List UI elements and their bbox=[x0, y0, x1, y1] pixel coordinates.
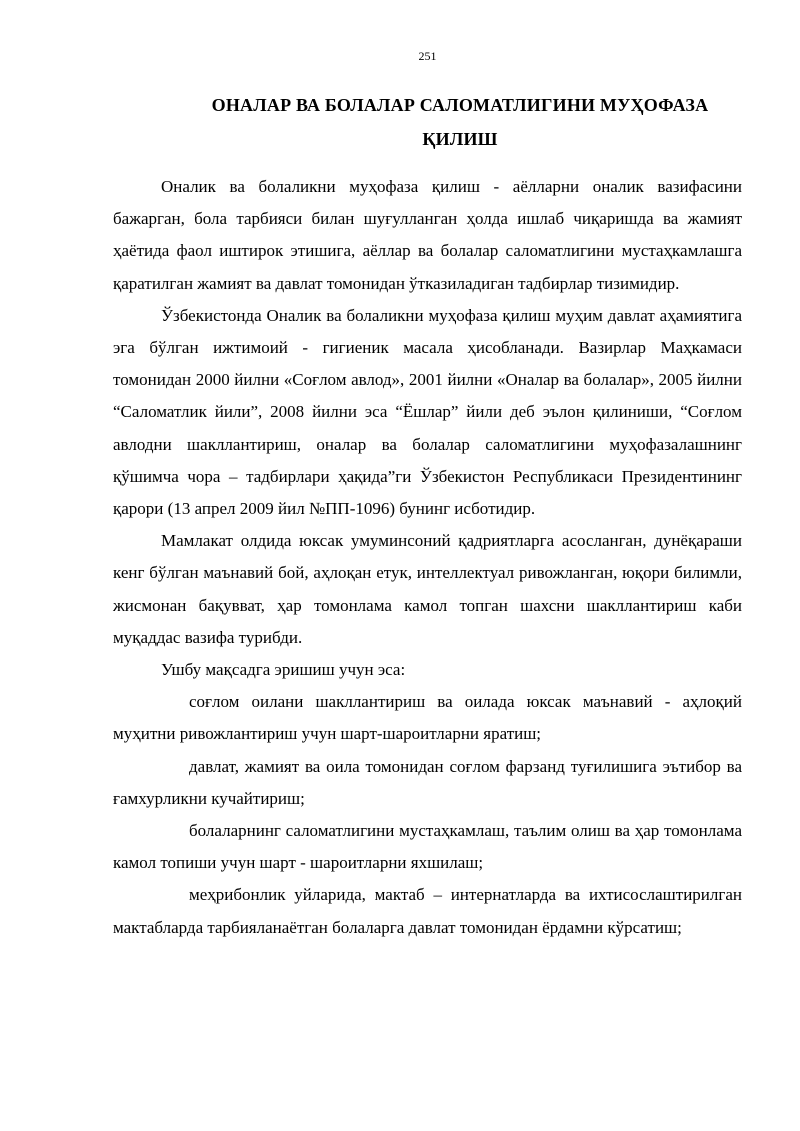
paragraph-2: Ўзбекистонда Оналик ва болаликни муҳофаза қилиш муҳим давлат аҳамиятига эга бўлган ижтимоий - гигиеник масала ҳисобланади. Вазирлар Маҳкамаси томонидан 2000 йилни «Соғлом авлод», 2001 йилни «Оналар ва болалар», 2005 йилни “Саломатлик йили”, 2008 йилни эса “Ёшлар” йили деб эълон қилиниши, “Соғлом авлодни шакллантириш, оналар ва болалар саломатлигини муҳофазалашнинг қўшимча чора – тадбирлари ҳақида”ги Ўзбекистон Республикаси Президентининг қарори (13 апрел 2009 йил №ПП-1096) бунинг исботидир. bbox=[113, 305, 742, 519]
page-title bbox=[110, 88, 800, 156]
title-line-2: ҚИЛИШ bbox=[422, 129, 498, 149]
document-body bbox=[113, 171, 742, 944]
paragraph-3: Мамлакат олдида юксак умуминсоний қадриятларга асосланган, дунёқараши кенг бўлган маънавий бой, аҳлоқан етук, интеллектуал ривожланган, юқори билимли, жисмонан бақувват, ҳар томонлама камол топган шахсни шакллантириш каби муқаддас вазифа турибди. bbox=[113, 531, 742, 647]
list-item-1: соғлом оилани шакллантириш ва оилада юксак маънавий - аҳлоқий муҳитни ривожлантириш учун шарт-шароитларни яратиш; bbox=[113, 692, 742, 744]
list-item-4: меҳрибонлик уйларида, мактаб – интернатларда ва ихтисослаштирилган мактабларда тарбияланаётган болаларга давлат томонидан ёрдамни кўрсатиш; bbox=[113, 885, 742, 937]
list-item-2: давлат, жамият ва оила томонидан соғлом фарзанд туғилишига эътибор ва ғамхурликни кучайтириш; bbox=[113, 756, 742, 808]
paragraph-1: Оналик ва болаликни муҳофаза қилиш - аёлларни оналик вазифасини бажарган, бола тарбияси билан шуғулланган ҳолда ишлаб чиқаришда ва жамият ҳаётида фаол иштирок этишига, аёллар ва болалар саломатлигини мустаҳкамлашга қаратилган жамият ва давлат томонидан ўтказиладиган тадбирлар тизимидир. bbox=[113, 177, 742, 293]
paragraph-4: Ушбу мақсадга эришиш учун эса: bbox=[161, 660, 406, 680]
page-number: 251 bbox=[418, 49, 437, 63]
title-line-1: ОНАЛАР ВА БОЛАЛАР САЛОМАТЛИГИНИ МУҲОФАЗА bbox=[211, 95, 709, 115]
list-item-3: болаларнинг саломатлигини мустаҳкамлаш, таълим олиш ва ҳар томонлама камол топиши учун шарт - шароитларни яхшилаш; bbox=[113, 821, 742, 873]
